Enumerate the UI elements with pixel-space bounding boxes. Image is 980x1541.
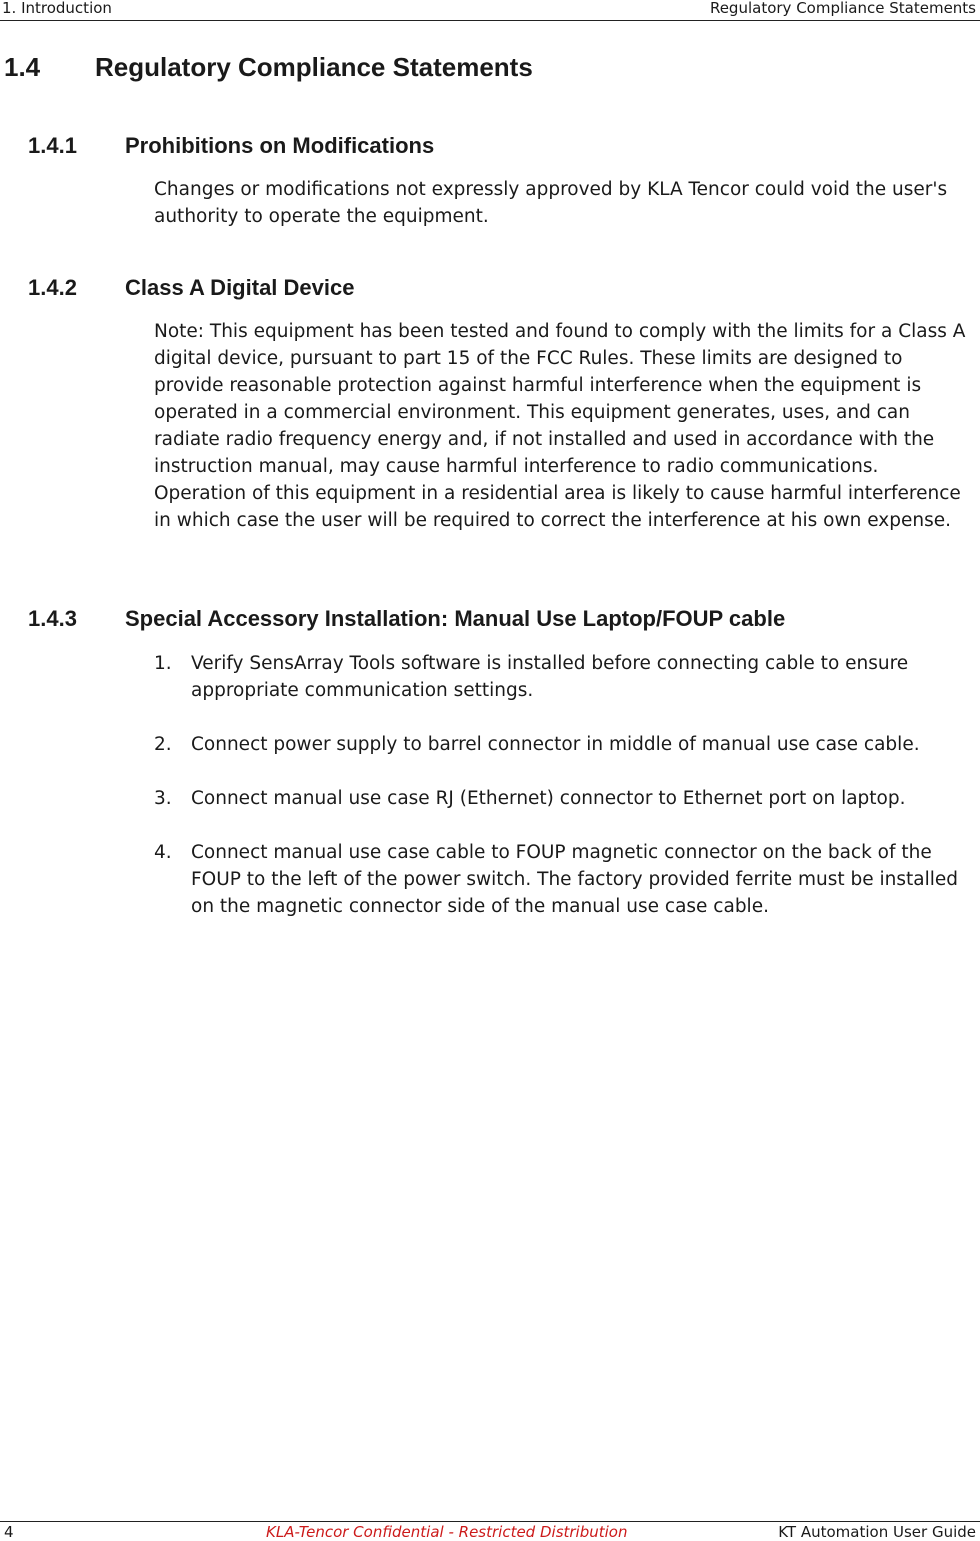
subsection-title-text: Prohibitions on Modifications [125,133,435,158]
subsection-number: 1.4.3 [28,606,77,631]
page-number: 4 [4,1523,14,1541]
list-item [154,785,976,812]
header-chapter: 1. Introduction [2,0,112,17]
subsection-title-3 [28,605,785,633]
step-text: Verify SensArray Tools software is installed before connecting cable to ensure appropriate communication settings. [191,653,909,701]
confidentiality-notice: KLA-Tencor Confidential - Restricted Distribution [266,1523,628,1541]
step-number: 4. [154,842,172,863]
list-item [154,650,976,704]
section-title [4,50,533,84]
list-item [154,839,976,920]
section-number: 1.4 [4,52,41,82]
subsection-title-text: Special Accessory Installation: Manual Use Laptop/FOUP cable [125,606,786,631]
list-item [154,731,976,758]
step-text: Connect manual use case RJ (Ethernet) connector to Ethernet port on laptop. [191,788,906,809]
page-header [0,0,980,21]
step-number: 2. [154,734,172,755]
section-title-text: Regulatory Compliance Statements [95,52,533,82]
guide-title: KT Automation User Guide [778,1523,976,1541]
step-text: Connect power supply to barrel connector in middle of manual use case cable. [191,734,920,755]
step-number: 1. [154,653,172,674]
step-number: 3. [154,788,172,809]
subsection-body-2: Note: This equipment has been tested and found to comply with the limits for a Class A digital device, pursuant to part 15 of the FCC Rules. These limits are designed to provide reasonable protection against harmful interference when the equipment is operated in a commercial environment. This equipment generates, uses, and can radiate radio frequency energy and, if not installed and used in accordance with the instruction manual, may cause harmful interference to radio communications. Operation of this equipment in a residential area is likely to cause harmful interference in which case the user will be required to correct the interference at his own expense. [154,321,966,531]
subsection-number: 1.4.1 [28,133,77,158]
subsection-body-1: Changes or modifications not expressly approved by KLA Tencor could void the user's authority to operate the equipment. [154,179,948,227]
subsection-title-1 [28,132,434,160]
page-footer [0,1521,980,1541]
subsection-title-text: Class A Digital Device [125,275,355,300]
subsection-title-2 [28,274,354,302]
header-section: Regulatory Compliance Statements [709,0,976,17]
installation-steps [154,650,976,947]
subsection-number: 1.4.2 [28,275,77,300]
step-text: Connect manual use case cable to FOUP magnetic connector on the back of the FOUP to the left of the power switch. The factory provided ferrite must be installed on the magnetic connector side of the manual use case cable. [191,842,959,917]
